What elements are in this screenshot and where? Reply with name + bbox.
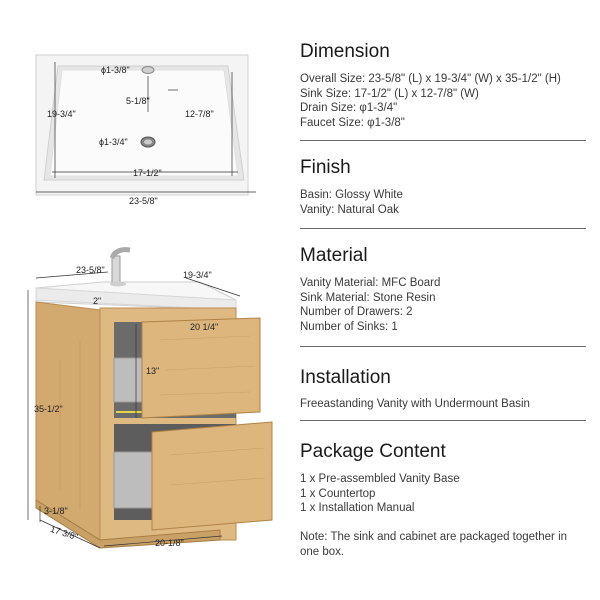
package-item: 1 x Installation Manual	[300, 502, 415, 514]
base-width-label: 20-1/8"	[155, 538, 184, 548]
material-list	[300, 276, 440, 334]
installation-type: Freeastanding Vanity with Undermount Basin	[300, 398, 530, 410]
depth-label: 19-3/4"	[47, 109, 76, 119]
overall-size: Overall Size: 23-5/8" (L) x 19-3/4" (W) x 35-1/2" (H)	[300, 73, 561, 85]
installation-heading: Installation	[300, 367, 391, 388]
dimension-list	[300, 72, 561, 130]
finish-vanity: Vanity: Natural Oak	[300, 203, 399, 216]
finish-list	[300, 188, 403, 217]
material-vanity: Vanity Material: MFC Board	[300, 277, 441, 289]
basin-width-label: 17-1/2"	[133, 168, 162, 178]
package-item: 1 x Pre-assembled Vanity Base	[300, 473, 460, 485]
installation-list	[300, 397, 530, 412]
drawer-count: Number of Drawers: 2	[300, 306, 413, 318]
finish-heading: Finish	[300, 157, 351, 178]
sink-count: Number of Sinks: 1	[300, 320, 398, 333]
package-item: 1 x Countertop	[300, 487, 376, 500]
package-list	[300, 472, 460, 516]
package-note	[300, 530, 567, 559]
dimension-heading: Dimension	[300, 41, 390, 62]
divider	[300, 228, 586, 229]
sink-size: Sink Size: 17-1/2" (L) x 12-7/8" (W)	[300, 87, 479, 100]
material-sink: Sink Material: Stone Resin	[300, 291, 436, 304]
material-heading: Material	[300, 245, 368, 266]
drawer-width-label: 20 1/4"	[190, 322, 219, 332]
basin-length-label: 12-7/8"	[185, 109, 214, 119]
divider	[300, 346, 586, 347]
divider	[300, 140, 586, 141]
package-heading: Package Content	[300, 441, 446, 462]
drain-size: Drain Size: φ1-3/4"	[300, 102, 398, 114]
cab-width-top-label: 23-5/8"	[76, 265, 105, 275]
cab-depth-top-label: 19-3/4"	[183, 270, 212, 280]
note-line-1: Note: The sink and cabinet are packaged together in	[300, 531, 568, 543]
hole-offset-label: 5-1/8"	[126, 96, 150, 106]
overall-width-label: 23-5/8"	[129, 196, 158, 206]
toe-kick-label: 3-1/8"	[44, 506, 68, 516]
faucet-size: Faucet Size: φ1-3/8"	[300, 116, 405, 129]
counter-thickness-label: 2"	[93, 296, 102, 306]
note-line-2: one box.	[300, 545, 345, 558]
drain-label: ϕ1-3/4"	[99, 137, 128, 147]
drawer-height-label: 13"	[146, 366, 160, 376]
divider	[300, 420, 586, 421]
cabinet-view	[28, 250, 272, 548]
finish-basin: Basin: Glossy White	[300, 189, 403, 201]
height-label: 35-1/2"	[34, 404, 63, 414]
base-depth-label: 17 3/8"	[49, 523, 80, 543]
faucet-hole-label: ϕ1-3/8"	[101, 65, 130, 75]
